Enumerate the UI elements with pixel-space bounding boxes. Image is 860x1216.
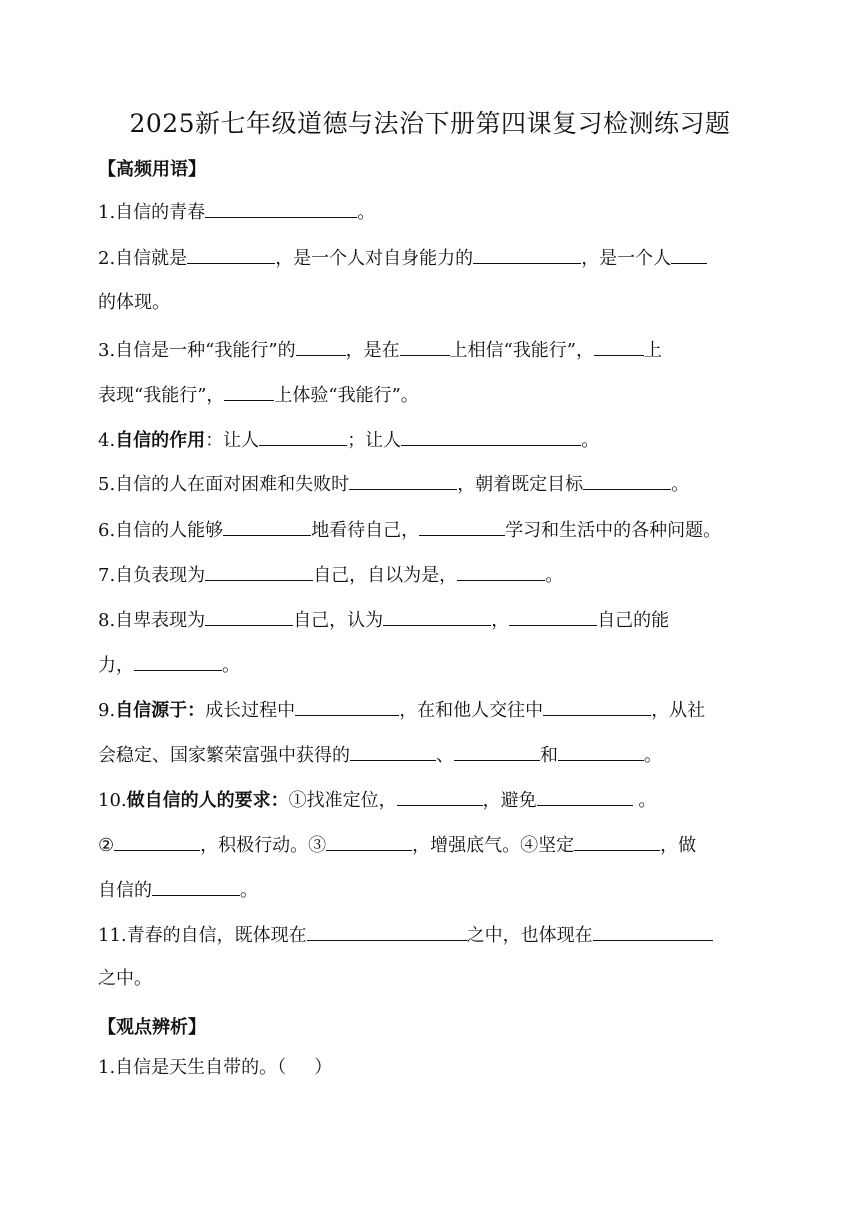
q2-text-d: 的体现。 bbox=[98, 292, 170, 313]
q9-text-e: 、 bbox=[436, 745, 454, 766]
q10-text-f: ，增强底气。④坚定 bbox=[412, 835, 575, 856]
answer-blank[interactable] bbox=[397, 787, 483, 806]
answer-blank[interactable] bbox=[473, 245, 581, 264]
question-5 bbox=[98, 471, 689, 497]
answer-blank[interactable] bbox=[543, 697, 651, 716]
q1-text: 1.自信的青春 bbox=[98, 202, 206, 223]
answer-blank[interactable] bbox=[400, 337, 450, 356]
answer-blank[interactable] bbox=[593, 922, 713, 941]
q11-text-b: 之中，也体现在 bbox=[466, 925, 593, 946]
answer-blank[interactable] bbox=[350, 742, 436, 761]
q10-num: 10. bbox=[98, 790, 127, 811]
q5-text: 5.自信的人在面对困难和失败时 bbox=[98, 474, 350, 495]
question-8-cont bbox=[98, 652, 240, 678]
page-title: 2025新七年级道德与法治下册第四课复习检测练习题 bbox=[129, 109, 731, 138]
q9-text-g: 。 bbox=[644, 745, 662, 766]
section-vocab-heading: 【高频用语】 bbox=[98, 159, 206, 180]
answer-blank[interactable] bbox=[296, 337, 346, 356]
q3-text-d: 上 bbox=[643, 340, 662, 361]
q2-text: 2.自信就是 bbox=[98, 248, 188, 269]
answer-blank[interactable] bbox=[583, 471, 671, 490]
answer-blank[interactable] bbox=[671, 245, 707, 264]
q11-text: 11.青春的自信，既体现在 bbox=[98, 925, 307, 946]
q5-text-c: 。 bbox=[671, 474, 690, 495]
answer-blank[interactable] bbox=[307, 922, 467, 941]
answer-blank[interactable] bbox=[419, 517, 505, 536]
question-8 bbox=[98, 607, 669, 633]
answer-blank[interactable] bbox=[205, 199, 357, 218]
q8-text-d: 自己的能 bbox=[597, 610, 670, 631]
q11-text-c: 之中。 bbox=[98, 968, 152, 989]
q2-text-c: ，是一个人 bbox=[581, 248, 672, 269]
q10-bold: 做自信的人的要求： bbox=[126, 790, 289, 811]
q7-text-b: 自己，自以为是， bbox=[313, 565, 458, 586]
answer-blank[interactable] bbox=[457, 562, 545, 581]
q8-text-e: 力， bbox=[98, 655, 134, 676]
q8-text: 8.自卑表现为 bbox=[98, 610, 206, 631]
question-9-cont bbox=[98, 742, 662, 768]
q6-text-b: 地看待自己， bbox=[311, 520, 420, 541]
question-2-cont bbox=[98, 291, 170, 315]
answer-blank[interactable] bbox=[205, 562, 313, 581]
q3-text-c: 上相信“我能行”， bbox=[449, 340, 594, 361]
question-4 bbox=[98, 427, 599, 453]
q4-num: 4. bbox=[98, 430, 116, 451]
question-7 bbox=[98, 562, 563, 588]
answer-blank[interactable] bbox=[574, 832, 660, 851]
q3-text-e: 表现“我能行”， bbox=[98, 385, 225, 406]
q10-text: ①找准定位， bbox=[288, 790, 397, 811]
question-11-cont bbox=[98, 967, 152, 991]
answer-blank[interactable] bbox=[223, 517, 311, 536]
q3-text-b: ，是在 bbox=[345, 340, 400, 361]
question-11 bbox=[98, 922, 713, 948]
q9-text-c: ，从社 bbox=[651, 700, 706, 721]
j1-end: ） bbox=[314, 1057, 333, 1078]
q10-text-e: ，积极行动。③ bbox=[200, 835, 327, 856]
q7-text-c: 。 bbox=[545, 565, 564, 586]
q6-text: 6.自信的人能够 bbox=[98, 520, 224, 541]
answer-blank[interactable] bbox=[558, 742, 644, 761]
q4-text-c: 。 bbox=[581, 430, 600, 451]
question-10-cont-2 bbox=[98, 877, 258, 903]
answer-blank[interactable] bbox=[454, 742, 540, 761]
question-6 bbox=[98, 517, 721, 543]
answer-blank[interactable] bbox=[349, 471, 457, 490]
q8-text-f: 。 bbox=[222, 655, 240, 676]
answer-blank[interactable] bbox=[295, 697, 399, 716]
answer-blank[interactable] bbox=[594, 337, 644, 356]
q6-text-c: 学习和生活中的各种问题。 bbox=[505, 520, 722, 541]
q8-text-b: 自己，认为 bbox=[293, 610, 384, 631]
q7-text: 7.自负表现为 bbox=[98, 565, 206, 586]
q4-bold: 自信的作用 bbox=[115, 430, 206, 451]
section-judge-heading: 【观点辨析】 bbox=[98, 1017, 206, 1038]
q10-text-i: 。 bbox=[240, 880, 258, 901]
q8-text-c: ， bbox=[491, 610, 510, 631]
q4-text-b: ；让人 bbox=[347, 430, 402, 451]
j1-text: 1.自信是天生自带的。（ bbox=[98, 1057, 287, 1078]
answer-blank[interactable] bbox=[326, 832, 412, 851]
q10-text-h: 自信的 bbox=[98, 880, 152, 901]
question-10 bbox=[98, 787, 656, 813]
question-10-cont bbox=[98, 832, 696, 858]
answer-blank[interactable] bbox=[205, 607, 293, 626]
q10-text-b: ，避免 bbox=[482, 790, 537, 811]
question-2 bbox=[98, 245, 707, 271]
answer-blank[interactable] bbox=[401, 427, 581, 446]
q9-bold: 自信源于： bbox=[115, 700, 206, 721]
q1-end: 。 bbox=[357, 202, 376, 223]
q9-text: 成长过程中 bbox=[205, 700, 296, 721]
question-3-cont bbox=[98, 382, 419, 408]
question-1 bbox=[98, 199, 375, 225]
q10-text-d: ② bbox=[98, 835, 115, 856]
answer-blank[interactable] bbox=[224, 382, 274, 401]
q9-num: 9. bbox=[98, 700, 116, 721]
q9-text-b: ，在和他人交往中 bbox=[399, 700, 544, 721]
q3-text: 3.自信是一种“我能行”的 bbox=[98, 340, 296, 361]
answer-blank[interactable] bbox=[152, 877, 240, 896]
answer-blank[interactable] bbox=[114, 832, 200, 851]
q3-text-f: 上体验“我能行”。 bbox=[274, 385, 419, 406]
q9-text-f: 和 bbox=[540, 745, 558, 766]
q4-text: ：让人 bbox=[205, 430, 260, 451]
judge-question-1 bbox=[98, 1056, 332, 1080]
q10-text-g: ，做 bbox=[660, 835, 697, 856]
q5-text-b: ，朝着既定目标 bbox=[457, 474, 584, 495]
answer-blank[interactable] bbox=[509, 607, 597, 626]
answer-blank[interactable] bbox=[134, 652, 222, 671]
q9-text-d: 会稳定、国家繁荣富强中获得的 bbox=[98, 745, 350, 766]
answer-blank[interactable] bbox=[383, 607, 491, 626]
question-9 bbox=[98, 697, 705, 723]
q10-text-c: 。 bbox=[632, 790, 657, 811]
answer-blank[interactable] bbox=[187, 245, 275, 264]
question-3 bbox=[98, 337, 662, 363]
answer-blank[interactable] bbox=[259, 427, 347, 446]
q2-text-b: ，是一个人对自身能力的 bbox=[275, 248, 474, 269]
answer-blank[interactable] bbox=[537, 787, 633, 806]
